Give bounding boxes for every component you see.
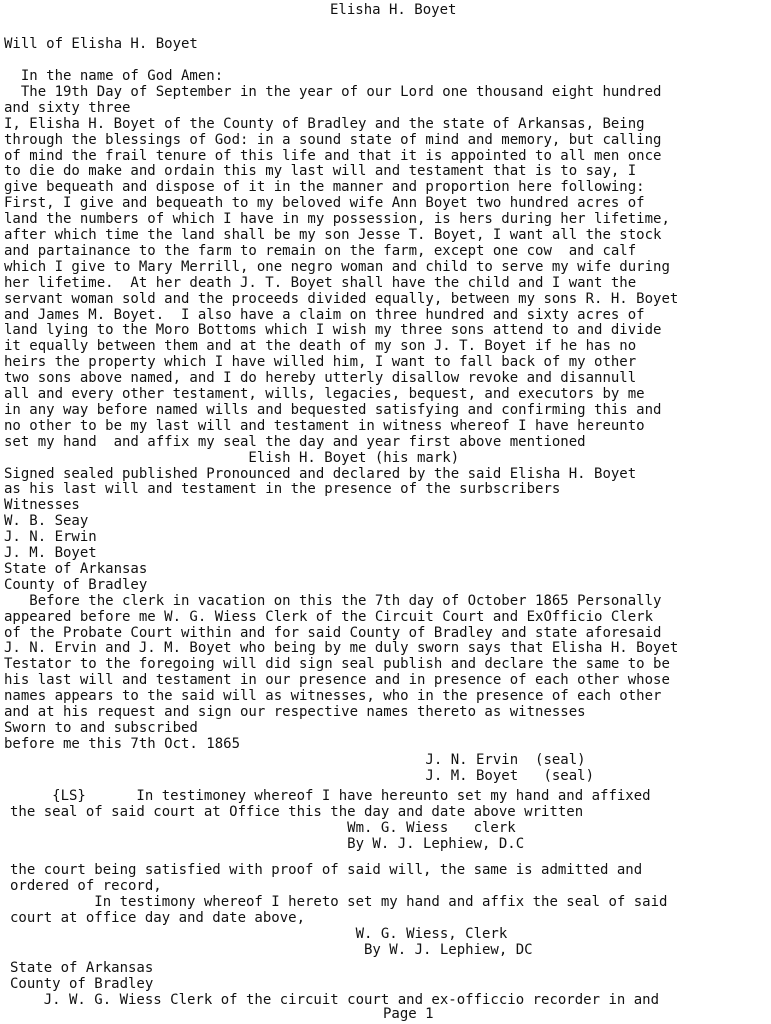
document-heading: Will of Elisha H. Boyet (4, 36, 198, 52)
text-line: no other to be my last will and testament in witness whereof I have hereunto (4, 417, 645, 434)
text-line: set my hand and affix my seal the day and year first above mentioned (4, 433, 586, 450)
text-line: I, Elisha H. Boyet of the County of Bradley and the state of Arkansas, Being (4, 115, 645, 132)
text-line: in any way before named wills and bequested satisfying and confirming this and (4, 401, 662, 418)
text-line: two sons above named, and I do hereby utterly disallow revoke and disannull (4, 370, 637, 387)
text-line: the seal of said court at Office this the day and date above written (10, 803, 584, 820)
text-line: give bequeath and dispose of it in the manner and proportion here following: (4, 179, 645, 196)
text-line: and sixty three (4, 99, 131, 116)
text-line: In testimony whereof I hereto set my hand and affix the seal of said (10, 893, 668, 910)
text-line: names appears to the said will as witnesses, who in the presence of each other (4, 688, 662, 705)
text-line: W. B. Seay (4, 513, 89, 530)
text-line: J. M. Boyet (4, 545, 97, 561)
text-line: State of Arkansas (10, 960, 154, 976)
text-line: before me this 7th Oct. 1865 (4, 735, 241, 752)
text-line: By W. J. Lephiew, D.C (10, 835, 525, 852)
text-line: his last will and testament in our presence and in presence of each other whose (4, 672, 670, 689)
text-line: Wm. G. Wiess clerk (10, 819, 516, 836)
text-line: through the blessings of God: in a sound state of mind and memory, but calling (4, 131, 662, 148)
text-line: to die do make and ordain this my last will and testament that is to say, I (4, 163, 637, 180)
text-line: The 19th Day of September in the year of our Lord one thousand eight hundred (4, 83, 662, 100)
text-line: County of Bradley (4, 576, 148, 593)
text-line: W. G. Wiess, Clerk (10, 925, 508, 942)
text-line: which I give to Mary Merrill, one negro woman and child to serve my wife during (4, 258, 670, 275)
text-line: and at his request and sign our respective names thereto as witnesses (4, 704, 586, 720)
text-line: J. N. Ervin (seal) (4, 751, 586, 768)
text-line: J. N. Erwin (4, 529, 97, 546)
text-line: of the Probate Court within and for said County of Bradley and state aforesaid (4, 624, 662, 641)
text-line: of mind the frail tenure of this life and that it is appointed to all men once (4, 147, 662, 164)
page-number: Page 1 (383, 1006, 434, 1022)
text-line: {LS} In testimoney whereof I have hereunto set my hand and affixed (10, 788, 651, 804)
text-line: First, I give and bequeath to my beloved wife Ann Boyet two hundred acres of (4, 195, 645, 212)
text-line: ordered of record, (10, 877, 162, 894)
text-line: after which time the land shall be my son Jesse T. Boyet, I want all the stock (4, 227, 662, 243)
text-line: all and every other testament, wills, legacies, bequest, and executors by me (4, 386, 645, 402)
text-line: appeared before me W. G. Wiess Clerk of the Circuit Court and ExOfficio Clerk (4, 608, 654, 625)
text-line: County of Bradley (10, 975, 154, 992)
text-line: State of Arkansas (4, 560, 148, 577)
text-line: By W. J. Lephiew, DC (10, 941, 533, 958)
text-line: Elish H. Boyet (his mark) (4, 449, 460, 466)
text-line: servant woman sold and the proceeds divided equally, between my sons R. H. Boyet (4, 290, 679, 307)
text-line: court at office day and date above, (10, 909, 306, 926)
text-line: J. M. Boyet (seal) (4, 767, 595, 784)
page-title: Elisha H. Boyet (330, 2, 457, 18)
text-line: Witnesses (4, 497, 80, 514)
text-line: Testator to the foregoing will did sign seal publish and declare the same to be (4, 656, 670, 673)
text-line: land lying to the Moro Bottoms which I wish my three sons attend to and divide (4, 322, 662, 339)
text-line: J. N. Ervin and J. M. Boyet who being by me duly sworn says that Elisha H. Boyet (4, 640, 679, 657)
text-line: land the numbers of which I have in my possession, is hers during her lifetime, (4, 211, 670, 228)
text-line: heirs the property which I have willed him, I want to fall back of my other (4, 354, 637, 371)
text-line: and partainance to the farm to remain on the farm, except one cow and calf (4, 242, 637, 259)
text-line: In the name of God Amen: (4, 68, 224, 84)
text-line: as his last will and testament in the presence of the surbscribers (4, 481, 561, 498)
text-line: the court being satisfied with proof of said will, the same is admitted and (10, 862, 643, 878)
text-line: Signed sealed published Pronounced and declared by the said Elisha H. Boyet (4, 465, 637, 482)
text-line: Before the clerk in vacation on this the 7th day of October 1865 Personally (4, 592, 662, 609)
text-line: Sworn to and subscribed (4, 719, 198, 736)
text-line: her lifetime. At her death J. T. Boyet shall have the child and I want the (4, 274, 637, 291)
text-line: it equally between them and at the death of my son J. T. Boyet if he has no (4, 338, 637, 355)
text-line: J. W. G. Wiess Clerk of the circuit court and ex-officcio recorder in and (10, 991, 660, 1008)
text-line: and James M. Boyet. I also have a claim on three hundred and sixty acres of (4, 306, 645, 323)
